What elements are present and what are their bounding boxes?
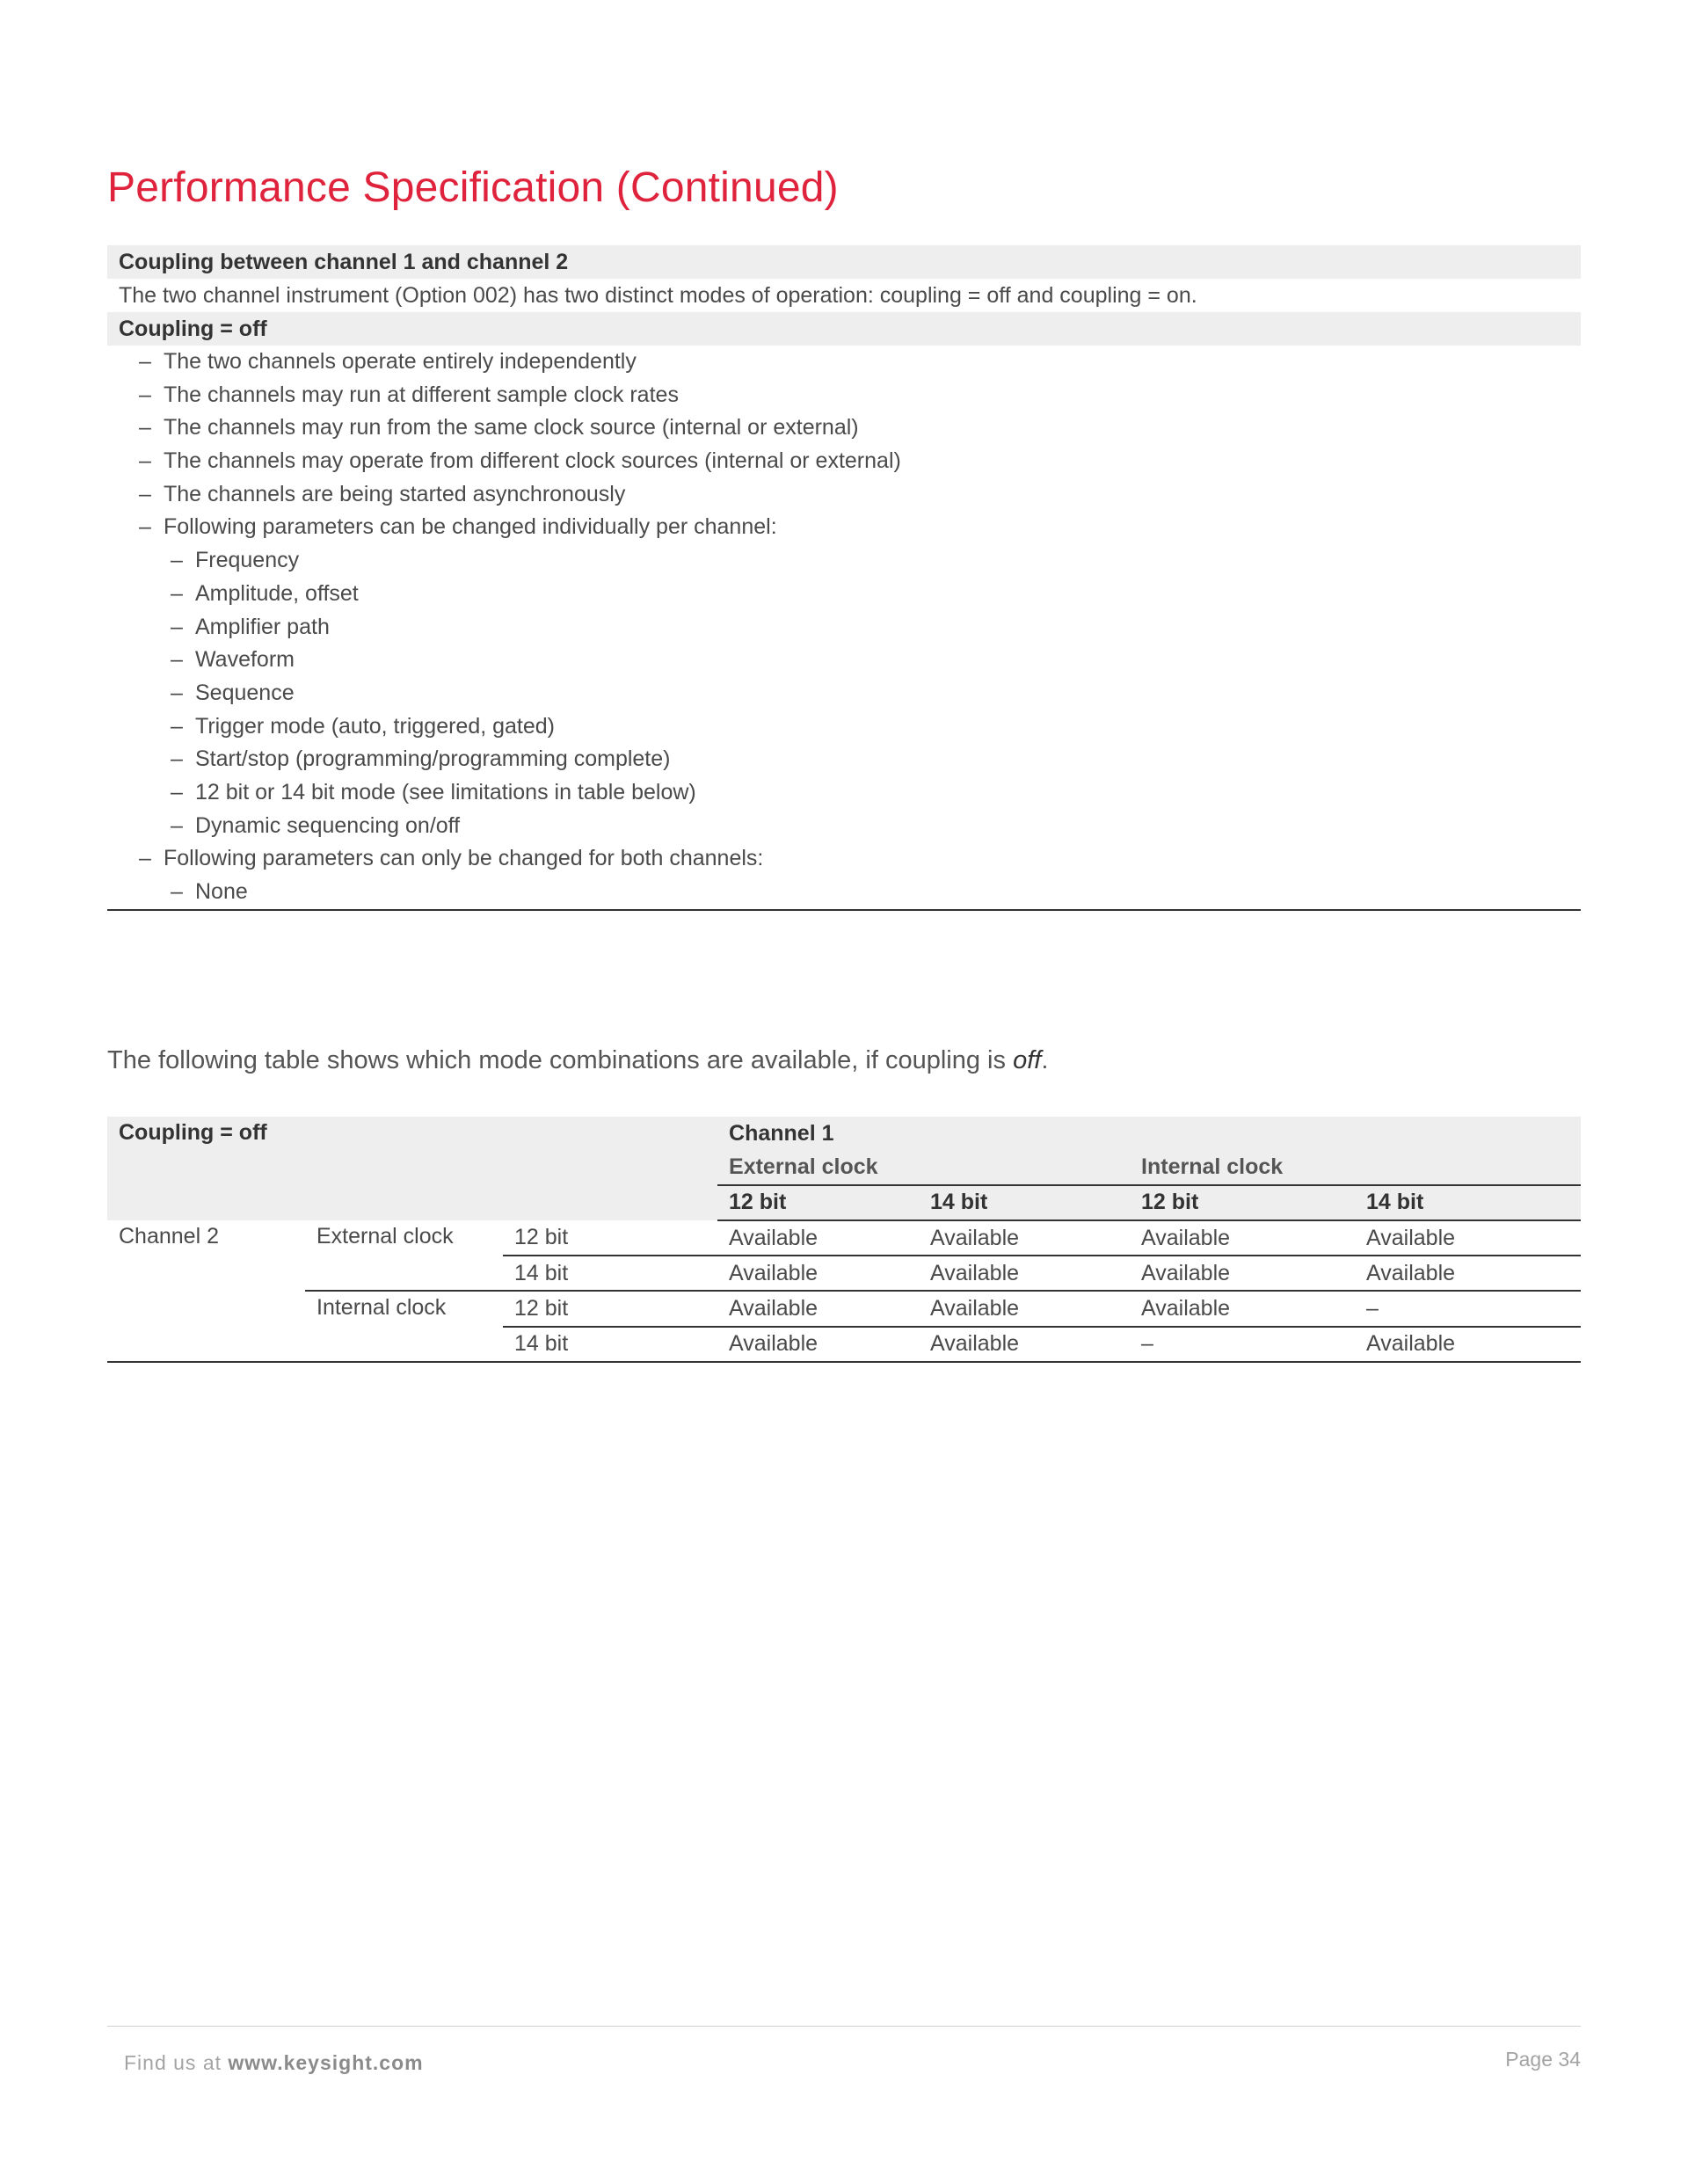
bit-header: 12 bit — [717, 1185, 919, 1220]
list-subitem: – Dynamic sequencing on/off — [107, 810, 1581, 843]
dash-bullet: – — [171, 680, 183, 705]
footer-divider — [107, 2026, 1581, 2027]
dash-bullet: – — [171, 580, 183, 606]
table-cell: Available — [919, 1220, 1130, 1256]
list-subitem: – Amplitude, offset — [107, 578, 1581, 611]
table-cell: Available — [919, 1327, 1130, 1362]
list-subitem: – Trigger mode (auto, triggered, gated) — [107, 710, 1581, 744]
table-cell: Available — [919, 1291, 1130, 1326]
table-cell: Available — [1355, 1256, 1581, 1291]
row-bits-label: 14 bit — [503, 1256, 717, 1291]
dash-bullet: – — [171, 614, 183, 639]
list-item: – The channels may run from the same clock source (internal or external) — [107, 411, 1581, 445]
list-subitem: – None — [107, 876, 1581, 909]
spec-heading: Coupling between channel 1 and channel 2 — [107, 245, 1581, 279]
list-subitem: – 12 bit or 14 bit mode (see limitations in table below) — [107, 776, 1581, 810]
mode-combination-table — [107, 1117, 1581, 1363]
table-header-row — [107, 1117, 1581, 1150]
list-subitem: – Waveform — [107, 644, 1581, 677]
dash-bullet: – — [139, 481, 151, 506]
list-item: – The two channels operate entirely independently — [107, 346, 1581, 379]
dash-bullet: – — [171, 713, 183, 739]
spec-description: The two channel instrument (Option 002) has two distinct modes of operation: coupling = off and coupling = on. — [119, 283, 1197, 308]
page-number: Page 34 — [1505, 2048, 1581, 2071]
list-item: – Following parameters can only be changed for both channels: — [107, 842, 1581, 876]
table-cell: Available — [919, 1256, 1130, 1291]
row-bits-label: 12 bit — [503, 1291, 717, 1326]
bit-header: 14 bit — [1355, 1185, 1581, 1220]
dash-bullet: – — [171, 812, 183, 838]
table-cell: Available — [1355, 1327, 1581, 1362]
table-cell: Available — [717, 1220, 919, 1256]
coupling-spec-block — [107, 245, 1581, 911]
emphasis-off: off — [1013, 1046, 1042, 1074]
dash-bullet: – — [139, 415, 151, 440]
channel1-header: Channel 1 — [717, 1117, 1581, 1150]
row-clock-label: Internal clock — [305, 1291, 503, 1362]
row-clock-label: External clock — [305, 1220, 503, 1292]
dash-bullet: – — [171, 647, 183, 673]
internal-clock-header: Internal clock — [1130, 1150, 1581, 1184]
dash-bullet: – — [139, 514, 151, 540]
list-subitem: – Sequence — [107, 677, 1581, 710]
table-cell: Available — [717, 1291, 919, 1326]
dash-bullet: – — [139, 448, 151, 474]
spec-subheading: Coupling = off — [107, 312, 1581, 346]
list-subitem: – Frequency — [107, 544, 1581, 578]
table-cell: – — [1355, 1291, 1581, 1326]
table-cell: Available — [1130, 1220, 1355, 1256]
dash-bullet: – — [171, 746, 183, 772]
list-subitem: – Amplifier path — [107, 611, 1581, 644]
spec-bottom-rule — [107, 909, 1581, 911]
list-item: – Following parameters can be changed individually per channel: — [107, 511, 1581, 544]
table-row — [107, 1291, 1581, 1326]
bit-header: 14 bit — [919, 1185, 1130, 1220]
list-item: – The channels may operate from different clock sources (internal or external) — [107, 445, 1581, 478]
table-cell: Available — [1130, 1291, 1355, 1326]
external-clock-header: External clock — [717, 1150, 1130, 1184]
spec-bullet-list — [107, 346, 1581, 909]
bit-header: 12 bit — [1130, 1185, 1355, 1220]
dash-bullet: – — [139, 382, 151, 407]
table-cell: – — [1130, 1327, 1355, 1362]
row-bits-label: 14 bit — [503, 1327, 717, 1362]
row-bits-label: 12 bit — [503, 1220, 717, 1256]
dash-bullet: – — [139, 349, 151, 374]
footer-find-us: Find us at www.keysight.com — [124, 2051, 424, 2074]
channel2-label: Channel 2 — [107, 1220, 305, 1362]
table-cell: Available — [717, 1327, 919, 1362]
list-item: – The channels are being started asynchronously — [107, 478, 1581, 512]
table-cell: Available — [1130, 1256, 1355, 1291]
table-corner-label: Coupling = off — [107, 1117, 717, 1220]
dash-bullet: – — [171, 879, 183, 904]
page-title: Performance Specification (Continued) — [107, 164, 839, 211]
table-cell: Available — [1355, 1220, 1581, 1256]
table-cell: Available — [717, 1256, 919, 1291]
list-subitem: – Start/stop (programming/programming complete) — [107, 743, 1581, 776]
dash-bullet: – — [139, 846, 151, 871]
list-item: – The channels may run at different sample clock rates — [107, 379, 1581, 412]
table-intro-text: The following table shows which mode combinations are available, if coupling is off. — [107, 1046, 1049, 1074]
table-row — [107, 1220, 1581, 1256]
dash-bullet: – — [171, 779, 183, 804]
footer-url-link[interactable]: www.keysight.com — [228, 2051, 424, 2074]
dash-bullet: – — [171, 548, 183, 573]
